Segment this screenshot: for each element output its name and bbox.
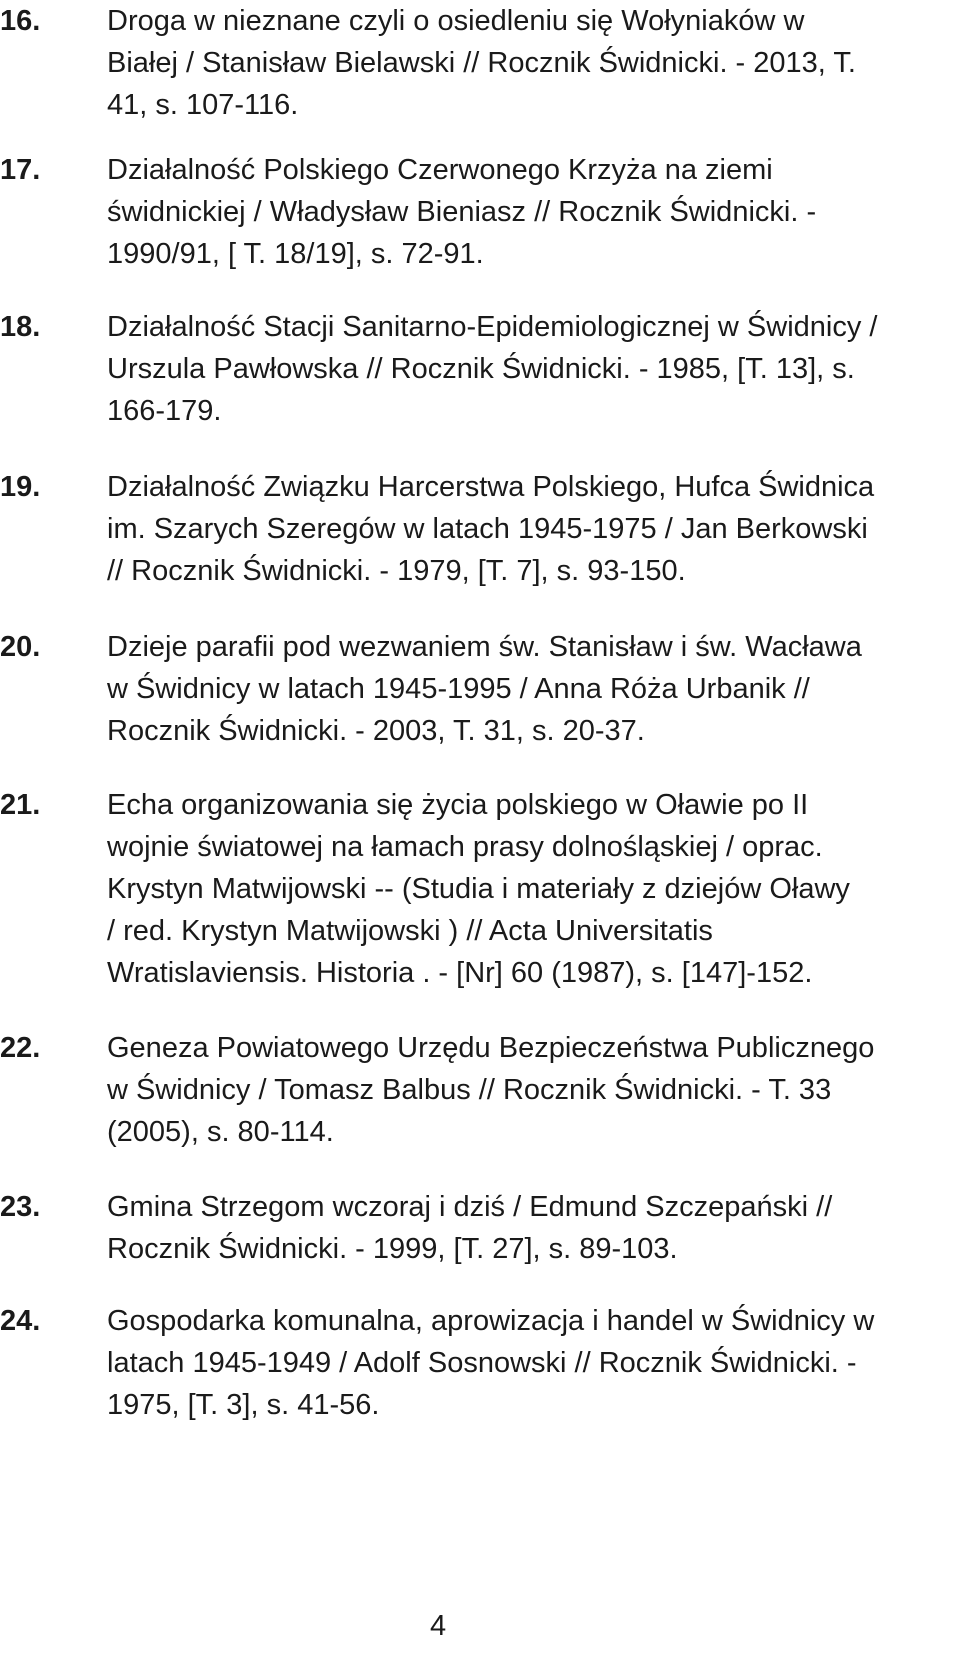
- entry-number: 22.: [0, 1032, 41, 1064]
- entry-line: Rocznik Świdnicki. - 2003, T. 31, s. 20-37.: [107, 715, 645, 747]
- entry-line: latach 1945-1949 / Adolf Sosnowski // Rocznik Świdnicki. -: [107, 1347, 857, 1379]
- entry-line: Geneza Powiatowego Urzędu Bezpieczeństwa Publicznego: [107, 1032, 875, 1064]
- entry-text: [107, 1300, 907, 1426]
- entry-number: 16.: [0, 5, 41, 37]
- entry-line: Wratislaviensis. Historia . - [Nr] 60 (1987), s. [147]-152.: [107, 957, 813, 989]
- entry-line: im. Szarych Szeregów w latach 1945-1975 / Jan Berkowski: [107, 513, 868, 545]
- entry-line: Rocznik Świdnicki. - 1999, [T. 27], s. 89-103.: [107, 1233, 678, 1265]
- entry-number: 23.: [0, 1191, 41, 1223]
- entry-text: [107, 784, 907, 994]
- entry-line: Droga w nieznane czyli o osiedleniu się Wołyniaków w: [107, 5, 805, 37]
- entry-line: 1975, [T. 3], s. 41-56.: [107, 1389, 380, 1421]
- entry-number: 18.: [0, 311, 41, 343]
- entry-text: [107, 0, 907, 126]
- entry-text: [107, 306, 907, 432]
- entry-line: // Rocznik Świdnicki. - 1979, [T. 7], s. 93-150.: [107, 555, 686, 587]
- entry-line: Działalność Związku Harcerstwa Polskiego, Hufca Świdnica: [107, 471, 875, 503]
- entry-line: Działalność Polskiego Czerwonego Krzyża na ziemi: [107, 154, 773, 186]
- entry-line: Dzieje parafii pod wezwaniem św. Stanisław i św. Wacława: [107, 631, 862, 663]
- entry-line: / red. Krystyn Matwijowski ) // Acta Universitatis: [107, 915, 713, 947]
- entry-line: Działalność Stacji Sanitarno-Epidemiologicznej w Świdnicy /: [107, 311, 878, 343]
- entry-line: 41, s. 107-116.: [107, 89, 299, 121]
- page-number: 4: [430, 1610, 447, 1642]
- entry-text: [107, 466, 907, 592]
- entry-line: w Świdnicy / Tomasz Balbus // Rocznik Świdnicki. - T. 33: [107, 1074, 832, 1106]
- entry-line: (2005), s. 80-114.: [107, 1116, 334, 1148]
- entry-text: [107, 149, 907, 275]
- entry-line: Echa organizowania się życia polskiego w Oławie po II: [107, 789, 809, 821]
- entry-text: [107, 1027, 907, 1153]
- entry-line: Gospodarka komunalna, aprowizacja i handel w Świdnicy w: [107, 1305, 875, 1337]
- entry-number: 24.: [0, 1305, 41, 1337]
- entry-text: [107, 1186, 907, 1270]
- entry-line: wojnie światowej na łamach prasy dolnośląskiej / oprac.: [107, 831, 823, 863]
- entry-line: Gmina Strzegom wczoraj i dziś / Edmund Szczepański //: [107, 1191, 833, 1223]
- entry-number: 20.: [0, 631, 41, 663]
- entry-line: świdnickiej / Władysław Bieniasz // Rocznik Świdnicki. -: [107, 196, 817, 228]
- entry-line: Krystyn Matwijowski -- (Studia i materiały z dziejów Oławy: [107, 873, 850, 905]
- entry-line: 166-179.: [107, 395, 222, 427]
- entry-line: Urszula Pawłowska // Rocznik Świdnicki. - 1985, [T. 13], s.: [107, 353, 855, 385]
- entry-text: [107, 626, 907, 752]
- entry-line: Białej / Stanisław Bielawski // Rocznik Świdnicki. - 2013, T.: [107, 47, 856, 79]
- entry-number: 21.: [0, 789, 41, 821]
- entry-line: 1990/91, [ T. 18/19], s. 72-91.: [107, 238, 484, 270]
- entry-number: 19.: [0, 471, 41, 503]
- entry-line: w Świdnicy w latach 1945-1995 / Anna Róża Urbanik //: [107, 673, 810, 705]
- entry-number: 17.: [0, 154, 41, 186]
